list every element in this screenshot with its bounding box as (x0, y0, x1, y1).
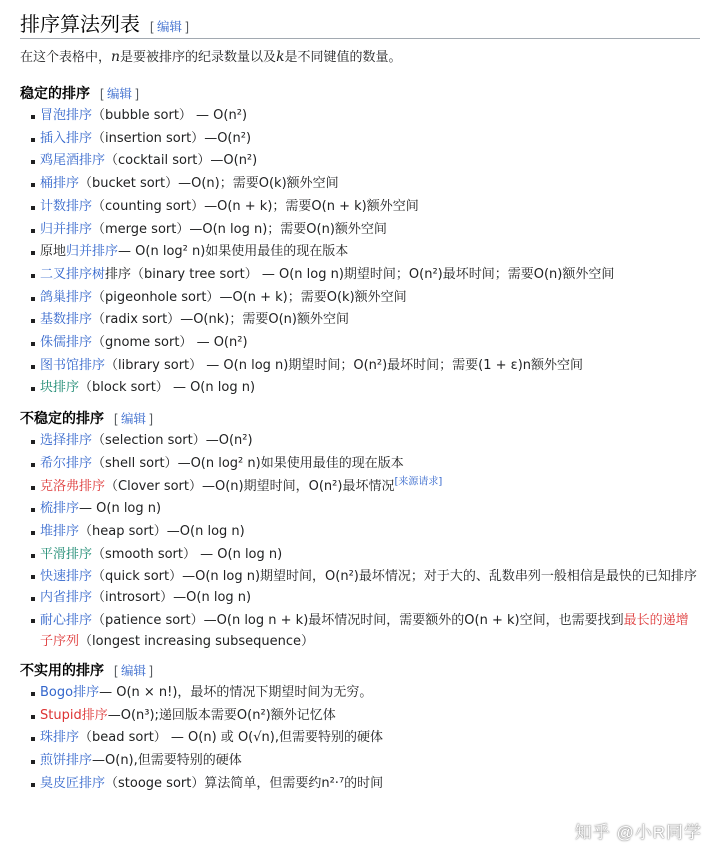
sections-container (20, 83, 700, 796)
english-name: （insertion sort） (92, 130, 205, 146)
list-item (20, 173, 700, 196)
complexity-text: — O(n log n)期望时间；O(n²)最坏时间；需要(1 + ε)n额外空间 (202, 357, 584, 373)
list-item (20, 196, 700, 219)
english-name: （longest increasing subsequence） (79, 634, 315, 650)
list-item (20, 498, 700, 521)
english-name: （introsort） (92, 590, 174, 606)
algorithm-link[interactable]: 梳排序 (40, 501, 80, 517)
algorithm-list (20, 682, 700, 796)
english-name: （library sort） (105, 357, 203, 373)
list-item (20, 309, 700, 332)
algorithm-link[interactable]: 基数排序 (40, 312, 93, 328)
list-item (20, 128, 700, 151)
algorithm-link[interactable]: 内省排序 (40, 590, 93, 606)
list-item (20, 610, 700, 652)
edit-section-box: [ 编辑 ] (114, 664, 153, 679)
complexity-text: —O(nk)；需要O(n)额外空间 (180, 312, 349, 328)
algorithm-link[interactable]: 二叉排序树 (40, 266, 106, 282)
complexity-text: — O(n) 或 O(√n),但需要特别的硬体 (166, 730, 383, 746)
list-item (20, 682, 700, 705)
english-name: （smooth sort） (92, 546, 196, 562)
section-heading (20, 660, 700, 682)
algorithm-link[interactable]: 插入排序 (40, 130, 93, 146)
english-name: 排序（binary tree sort） (105, 266, 258, 282)
list-item (20, 150, 700, 173)
list-item (20, 332, 700, 355)
list-item (20, 219, 700, 242)
intro-var-k: k (276, 49, 285, 65)
article (20, 0, 700, 796)
edit-section-box: [ 编辑 ] (150, 20, 189, 34)
complexity-text: —O(n log² n)如果使用最佳的现在版本 (177, 455, 404, 471)
list-item (20, 705, 700, 728)
complexity-text: —O(n),但需要特别的硬体 (92, 753, 242, 769)
complexity-text: —O(n log n + k)最坏情况时间，需要额外的O(n + k)空间，也需要找到 (203, 613, 624, 629)
algorithm-link[interactable]: 平滑排序 (40, 546, 93, 562)
algorithm-link[interactable]: 克洛弗排序 (40, 478, 106, 494)
complexity-text: —O(n³);递回版本需要O(n²)额外记忆体 (107, 707, 336, 723)
intro-paragraph (20, 39, 700, 69)
english-name: （counting sort） (92, 198, 205, 214)
edit-section-box: [ 编辑 ] (114, 412, 153, 427)
algorithm-link[interactable]: 归并排序 (40, 221, 93, 237)
english-name: （bucket sort） (79, 176, 179, 192)
algorithm-list (20, 430, 700, 652)
algorithm-link[interactable]: 耐心排序 (40, 613, 93, 629)
english-name: （pigeonhole sort） (92, 289, 220, 305)
complexity-text: — O(n log n) (79, 501, 162, 517)
list-item (20, 521, 700, 544)
english-name: （selection sort） (92, 433, 206, 449)
list-item (20, 727, 700, 750)
algorithm-link[interactable]: 煎饼排序 (40, 753, 93, 769)
english-name: （shell sort） (92, 455, 178, 471)
list-item (20, 773, 700, 796)
algorithm-link[interactable]: 归并排序 (66, 244, 119, 260)
list-item (20, 453, 700, 476)
complexity-text: —O(n log n) (166, 523, 245, 539)
algorithm-link[interactable]: 珠排序 (40, 730, 80, 746)
edit-link[interactable]: 编辑 (120, 664, 146, 679)
complexity-text: — O(n log n) (196, 546, 283, 562)
page-title (20, 0, 700, 39)
complexity-text: —O(n²) (204, 130, 252, 146)
list-item (20, 476, 700, 499)
algorithm-link[interactable]: 选择排序 (40, 433, 93, 449)
complexity-text: —O(n + k)；需要O(k)额外空间 (219, 289, 407, 305)
english-name: （stooge sort） (105, 775, 205, 791)
complexity-text: —O(n²) (205, 433, 253, 449)
list-item (20, 377, 700, 400)
english-name: （block sort） (79, 380, 169, 396)
page-title-text: 排序算法列表 (20, 12, 140, 36)
english-name: （Clover sort） (105, 478, 202, 494)
algorithm-link[interactable]: 块排序 (40, 380, 80, 396)
complexity-text: — O(n²) (191, 108, 248, 123)
complexity-text: — O(n log n)期望时间；O(n²)最坏时间；需要O(n)额外空间 (257, 266, 615, 282)
complexity-text: —O(n)期望时间，O(n²)最坏情况 (202, 478, 395, 494)
english-name: （cocktail sort） (105, 153, 211, 169)
algorithm-link[interactable]: 鸡尾酒排序 (40, 153, 106, 169)
list-item (20, 105, 700, 128)
complexity-text: —O(n log n) (173, 590, 252, 606)
section-heading (20, 83, 700, 105)
complexity-text: —O(n log n)；需要O(n)额外空间 (189, 221, 387, 237)
edit-section-box: [ 编辑 ] (100, 87, 139, 101)
algorithm-link[interactable]: 计数排序 (40, 198, 93, 214)
complexity-text: — O(n log² n)如果使用最佳的现在版本 (118, 244, 349, 260)
watermark: 知乎 @小R同学 (574, 823, 702, 842)
item-prefix: 原地 (40, 244, 67, 260)
algorithm-link[interactable]: 侏儒排序 (40, 335, 93, 351)
intro-text: 在这个表格中， (20, 50, 112, 65)
list-item (20, 355, 700, 378)
list-item (20, 544, 700, 567)
algorithm-link[interactable]: Stupid排序 (40, 707, 108, 723)
list-item (20, 287, 700, 310)
edit-link[interactable]: 编辑 (120, 412, 146, 427)
edit-link[interactable]: 编辑 (156, 20, 182, 34)
algorithm-link[interactable]: 桶排序 (40, 176, 80, 192)
english-name: （bead sort） (79, 730, 167, 746)
section-heading-text: 不稳定的排序 (20, 411, 104, 428)
algorithm-link[interactable]: 快速排序 (40, 569, 93, 585)
english-name: （radix sort） (92, 312, 181, 328)
intro-var-n: n (111, 49, 121, 65)
english-name: （heap sort） (79, 523, 167, 539)
section-heading (20, 408, 700, 430)
complexity-text: 算法简单，但需要约n²·⁷的时间 (204, 775, 384, 791)
algorithm-link[interactable]: Bogo排序 (40, 685, 100, 701)
section-heading-text: 不实用的排序 (20, 663, 104, 680)
edit-link[interactable]: 编辑 (106, 87, 132, 101)
list-item (20, 750, 700, 773)
algorithm-link[interactable]: 臭皮匠排序 (40, 775, 106, 791)
citation-needed-link[interactable]: [来源请求] (394, 476, 443, 488)
list-item (20, 430, 700, 453)
algorithm-link[interactable]: 堆排序 (40, 523, 80, 539)
complexity-text: — O(n²) (192, 335, 248, 351)
algorithm-link[interactable]: 图书馆排序 (40, 357, 106, 373)
list-item (20, 566, 700, 587)
section-heading-text: 稳定的排序 (20, 86, 90, 102)
algorithm-link[interactable]: 鸽巢排序 (40, 289, 93, 305)
english-name: （merge sort） (92, 221, 190, 237)
complexity-text: —O(n²) (210, 153, 258, 169)
intro-text: 是不同键值的数量。 (284, 50, 402, 65)
complexity-text: —O(n + k)；需要O(n + k)额外空间 (204, 198, 419, 214)
lis-link[interactable]: 最长的递增子序列 (40, 613, 689, 650)
algorithm-link[interactable]: 希尔排序 (40, 455, 93, 471)
english-name: （bubble sort） (92, 108, 192, 123)
complexity-text: — O(n × n!)，最坏的情况下期望时间为无穷。 (99, 685, 373, 701)
english-name: （patience sort） (92, 613, 204, 629)
complexity-text: —O(n log n)期望时间，O(n²)最坏情况；对于大的、乱数串列一般相信是最快的已知排序 (182, 569, 697, 585)
algorithm-list (20, 105, 700, 400)
list-item (20, 264, 700, 287)
complexity-text: —O(n)；需要O(k)额外空间 (178, 176, 339, 192)
algorithm-link[interactable]: 冒泡排序 (40, 108, 93, 123)
complexity-text: — O(n log n) (168, 380, 256, 396)
list-item (20, 587, 700, 610)
list-item (20, 241, 700, 264)
intro-text: 是要被排序的纪录数量以及 (120, 50, 277, 65)
english-name: （quick sort） (92, 569, 183, 585)
english-name: （gnome sort） (92, 335, 193, 351)
